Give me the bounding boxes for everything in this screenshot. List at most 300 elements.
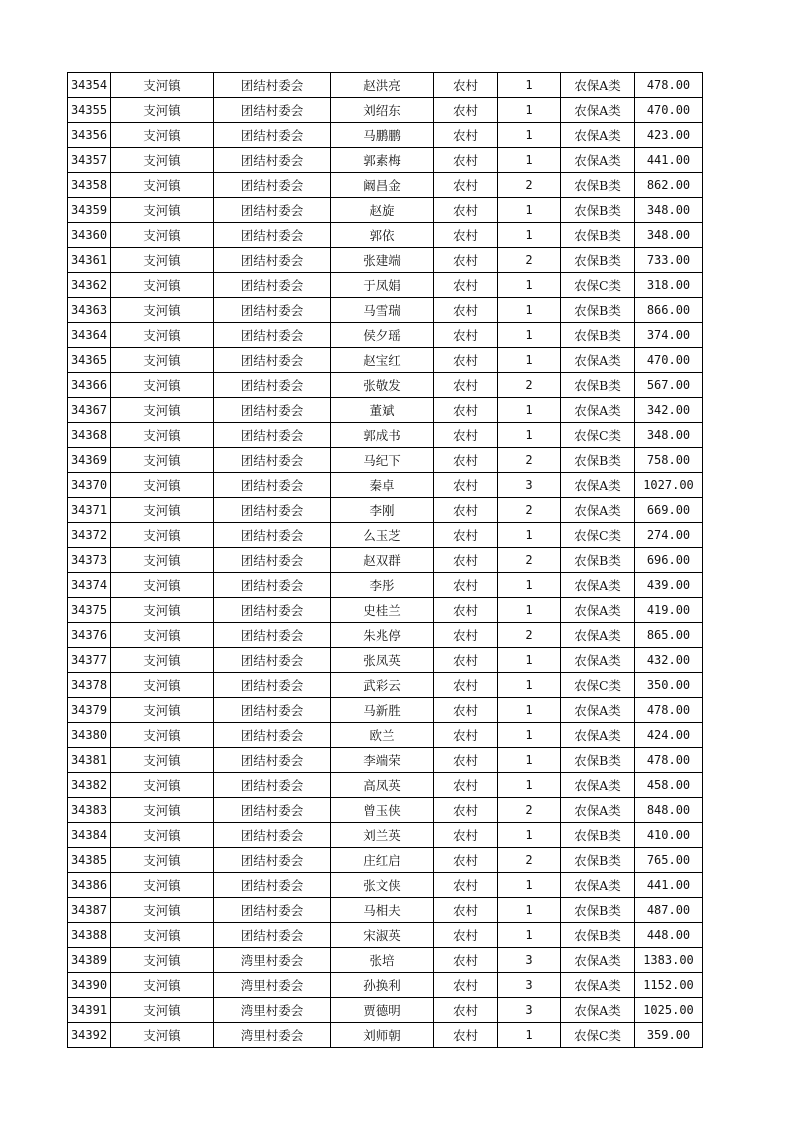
village-committee-cell: 团结村委会 xyxy=(214,473,331,498)
household-type-cell: 农村 xyxy=(434,598,498,623)
person-name-cell: 于凤娟 xyxy=(331,273,434,298)
insurance-category-cell: 农保A类 xyxy=(561,623,635,648)
insurance-category-cell: 农保A类 xyxy=(561,473,635,498)
household-type-cell: 农村 xyxy=(434,673,498,698)
table-row xyxy=(68,598,703,623)
village-committee-cell: 团结村委会 xyxy=(214,648,331,673)
village-committee-cell: 团结村委会 xyxy=(214,448,331,473)
record-id-cell: 34369 xyxy=(68,448,111,473)
table-row xyxy=(68,198,703,223)
town-cell: 支河镇 xyxy=(111,73,214,98)
record-id-cell: 34376 xyxy=(68,623,111,648)
member-count-cell: 1 xyxy=(498,123,561,148)
village-committee-cell: 团结村委会 xyxy=(214,673,331,698)
town-cell: 支河镇 xyxy=(111,748,214,773)
household-type-cell: 农村 xyxy=(434,273,498,298)
table-row xyxy=(68,498,703,523)
record-id-cell: 34371 xyxy=(68,498,111,523)
insurance-category-cell: 农保C类 xyxy=(561,273,635,298)
household-type-cell: 农村 xyxy=(434,423,498,448)
amount-cell: 862.00 xyxy=(635,173,703,198)
village-committee-cell: 团结村委会 xyxy=(214,698,331,723)
town-cell: 支河镇 xyxy=(111,473,214,498)
town-cell: 支河镇 xyxy=(111,1023,214,1048)
insurance-category-cell: 农保B类 xyxy=(561,173,635,198)
member-count-cell: 2 xyxy=(498,848,561,873)
amount-cell: 470.00 xyxy=(635,348,703,373)
person-name-cell: 李端荣 xyxy=(331,748,434,773)
table-row xyxy=(68,523,703,548)
member-count-cell: 1 xyxy=(498,923,561,948)
record-id-cell: 34355 xyxy=(68,98,111,123)
amount-cell: 758.00 xyxy=(635,448,703,473)
town-cell: 支河镇 xyxy=(111,648,214,673)
record-id-cell: 34367 xyxy=(68,398,111,423)
village-committee-cell: 团结村委会 xyxy=(214,923,331,948)
town-cell: 支河镇 xyxy=(111,448,214,473)
record-id-cell: 34381 xyxy=(68,748,111,773)
town-cell: 支河镇 xyxy=(111,673,214,698)
record-id-cell: 34357 xyxy=(68,148,111,173)
town-cell: 支河镇 xyxy=(111,173,214,198)
village-committee-cell: 团结村委会 xyxy=(214,723,331,748)
town-cell: 支河镇 xyxy=(111,898,214,923)
amount-cell: 478.00 xyxy=(635,73,703,98)
table-row xyxy=(68,123,703,148)
village-committee-cell: 团结村委会 xyxy=(214,523,331,548)
person-name-cell: 庄红启 xyxy=(331,848,434,873)
amount-cell: 423.00 xyxy=(635,123,703,148)
village-committee-cell: 团结村委会 xyxy=(214,498,331,523)
amount-cell: 448.00 xyxy=(635,923,703,948)
household-type-cell: 农村 xyxy=(434,923,498,948)
amount-cell: 1383.00 xyxy=(635,948,703,973)
insurance-category-cell: 农保A类 xyxy=(561,723,635,748)
record-id-cell: 34386 xyxy=(68,873,111,898)
village-committee-cell: 团结村委会 xyxy=(214,548,331,573)
member-count-cell: 1 xyxy=(498,873,561,898)
member-count-cell: 2 xyxy=(498,248,561,273)
village-committee-cell: 团结村委会 xyxy=(214,798,331,823)
insurance-category-cell: 农保B类 xyxy=(561,248,635,273)
person-name-cell: 郭成书 xyxy=(331,423,434,448)
village-committee-cell: 团结村委会 xyxy=(214,598,331,623)
insurance-category-cell: 农保B类 xyxy=(561,548,635,573)
amount-cell: 848.00 xyxy=(635,798,703,823)
amount-cell: 669.00 xyxy=(635,498,703,523)
village-committee-cell: 团结村委会 xyxy=(214,298,331,323)
insurance-category-cell: 农保A类 xyxy=(561,498,635,523)
table-row xyxy=(68,998,703,1023)
table-row xyxy=(68,698,703,723)
town-cell: 支河镇 xyxy=(111,773,214,798)
member-count-cell: 1 xyxy=(498,98,561,123)
member-count-cell: 1 xyxy=(498,748,561,773)
amount-cell: 274.00 xyxy=(635,523,703,548)
village-committee-cell: 团结村委会 xyxy=(214,898,331,923)
table-row xyxy=(68,923,703,948)
member-count-cell: 2 xyxy=(498,173,561,198)
household-type-cell: 农村 xyxy=(434,98,498,123)
table-row xyxy=(68,723,703,748)
amount-cell: 733.00 xyxy=(635,248,703,273)
household-type-cell: 农村 xyxy=(434,898,498,923)
member-count-cell: 2 xyxy=(498,548,561,573)
person-name-cell: 郭依 xyxy=(331,223,434,248)
record-id-cell: 34354 xyxy=(68,73,111,98)
record-id-cell: 34390 xyxy=(68,973,111,998)
record-id-cell: 34361 xyxy=(68,248,111,273)
amount-cell: 432.00 xyxy=(635,648,703,673)
member-count-cell: 2 xyxy=(498,373,561,398)
person-name-cell: 郭素梅 xyxy=(331,148,434,173)
amount-cell: 348.00 xyxy=(635,198,703,223)
record-id-cell: 34378 xyxy=(68,673,111,698)
person-name-cell: 高凤英 xyxy=(331,773,434,798)
village-committee-cell: 团结村委会 xyxy=(214,148,331,173)
insurance-category-cell: 农保A类 xyxy=(561,73,635,98)
record-id-cell: 34385 xyxy=(68,848,111,873)
amount-cell: 359.00 xyxy=(635,1023,703,1048)
table-row xyxy=(68,773,703,798)
village-committee-cell: 团结村委会 xyxy=(214,873,331,898)
table-row xyxy=(68,323,703,348)
subsidy-table xyxy=(67,72,703,1048)
insurance-category-cell: 农保A类 xyxy=(561,398,635,423)
person-name-cell: 张凤英 xyxy=(331,648,434,673)
town-cell: 支河镇 xyxy=(111,123,214,148)
town-cell: 支河镇 xyxy=(111,98,214,123)
household-type-cell: 农村 xyxy=(434,948,498,973)
town-cell: 支河镇 xyxy=(111,223,214,248)
town-cell: 支河镇 xyxy=(111,298,214,323)
town-cell: 支河镇 xyxy=(111,973,214,998)
household-type-cell: 农村 xyxy=(434,148,498,173)
record-id-cell: 34360 xyxy=(68,223,111,248)
household-type-cell: 农村 xyxy=(434,873,498,898)
amount-cell: 1152.00 xyxy=(635,973,703,998)
household-type-cell: 农村 xyxy=(434,523,498,548)
amount-cell: 439.00 xyxy=(635,573,703,598)
insurance-category-cell: 农保A类 xyxy=(561,948,635,973)
insurance-category-cell: 农保C类 xyxy=(561,673,635,698)
member-count-cell: 1 xyxy=(498,598,561,623)
town-cell: 支河镇 xyxy=(111,823,214,848)
town-cell: 支河镇 xyxy=(111,498,214,523)
household-type-cell: 农村 xyxy=(434,773,498,798)
village-committee-cell: 湾里村委会 xyxy=(214,1023,331,1048)
insurance-category-cell: 农保A类 xyxy=(561,998,635,1023)
insurance-category-cell: 农保B类 xyxy=(561,898,635,923)
town-cell: 支河镇 xyxy=(111,848,214,873)
village-committee-cell: 团结村委会 xyxy=(214,98,331,123)
member-count-cell: 3 xyxy=(498,473,561,498)
village-committee-cell: 团结村委会 xyxy=(214,123,331,148)
person-name-cell: 赵宝红 xyxy=(331,348,434,373)
table-row xyxy=(68,373,703,398)
insurance-category-cell: 农保C类 xyxy=(561,423,635,448)
member-count-cell: 1 xyxy=(498,273,561,298)
household-type-cell: 农村 xyxy=(434,798,498,823)
table-row xyxy=(68,973,703,998)
insurance-category-cell: 农保B类 xyxy=(561,748,635,773)
record-id-cell: 34380 xyxy=(68,723,111,748)
household-type-cell: 农村 xyxy=(434,998,498,1023)
member-count-cell: 1 xyxy=(498,723,561,748)
member-count-cell: 2 xyxy=(498,498,561,523)
village-committee-cell: 团结村委会 xyxy=(214,623,331,648)
household-type-cell: 农村 xyxy=(434,623,498,648)
insurance-category-cell: 农保A类 xyxy=(561,123,635,148)
insurance-category-cell: 农保B类 xyxy=(561,823,635,848)
insurance-category-cell: 农保A类 xyxy=(561,148,635,173)
person-name-cell: 马相夫 xyxy=(331,898,434,923)
table-row xyxy=(68,673,703,698)
record-id-cell: 34358 xyxy=(68,173,111,198)
record-id-cell: 34388 xyxy=(68,923,111,948)
insurance-category-cell: 农保C类 xyxy=(561,1023,635,1048)
insurance-category-cell: 农保B类 xyxy=(561,323,635,348)
village-committee-cell: 团结村委会 xyxy=(214,248,331,273)
record-id-cell: 34373 xyxy=(68,548,111,573)
amount-cell: 419.00 xyxy=(635,598,703,623)
village-committee-cell: 团结村委会 xyxy=(214,773,331,798)
member-count-cell: 1 xyxy=(498,73,561,98)
table-row xyxy=(68,648,703,673)
household-type-cell: 农村 xyxy=(434,73,498,98)
household-type-cell: 农村 xyxy=(434,548,498,573)
amount-cell: 348.00 xyxy=(635,223,703,248)
person-name-cell: 张文侠 xyxy=(331,873,434,898)
table-row xyxy=(68,848,703,873)
record-id-cell: 34365 xyxy=(68,348,111,373)
amount-cell: 410.00 xyxy=(635,823,703,848)
insurance-category-cell: 农保A类 xyxy=(561,573,635,598)
household-type-cell: 农村 xyxy=(434,123,498,148)
town-cell: 支河镇 xyxy=(111,523,214,548)
village-committee-cell: 团结村委会 xyxy=(214,748,331,773)
member-count-cell: 1 xyxy=(498,823,561,848)
member-count-cell: 1 xyxy=(498,648,561,673)
member-count-cell: 1 xyxy=(498,148,561,173)
amount-cell: 342.00 xyxy=(635,398,703,423)
insurance-category-cell: 农保B类 xyxy=(561,373,635,398)
town-cell: 支河镇 xyxy=(111,948,214,973)
record-id-cell: 34372 xyxy=(68,523,111,548)
member-count-cell: 2 xyxy=(498,448,561,473)
table-row xyxy=(68,423,703,448)
village-committee-cell: 团结村委会 xyxy=(214,823,331,848)
household-type-cell: 农村 xyxy=(434,823,498,848)
village-committee-cell: 团结村委会 xyxy=(214,173,331,198)
table-row xyxy=(68,398,703,423)
person-name-cell: 马鹏鹏 xyxy=(331,123,434,148)
household-type-cell: 农村 xyxy=(434,748,498,773)
household-type-cell: 农村 xyxy=(434,698,498,723)
record-id-cell: 34389 xyxy=(68,948,111,973)
amount-cell: 441.00 xyxy=(635,873,703,898)
table-row xyxy=(68,573,703,598)
household-type-cell: 农村 xyxy=(434,723,498,748)
person-name-cell: 赵旋 xyxy=(331,198,434,223)
town-cell: 支河镇 xyxy=(111,723,214,748)
town-cell: 支河镇 xyxy=(111,248,214,273)
person-name-cell: 张培 xyxy=(331,948,434,973)
person-name-cell: 阚昌金 xyxy=(331,173,434,198)
amount-cell: 866.00 xyxy=(635,298,703,323)
member-count-cell: 1 xyxy=(498,223,561,248)
insurance-category-cell: 农保B类 xyxy=(561,298,635,323)
table-row xyxy=(68,448,703,473)
member-count-cell: 3 xyxy=(498,973,561,998)
table-row xyxy=(68,873,703,898)
insurance-category-cell: 农保C类 xyxy=(561,523,635,548)
table-row xyxy=(68,98,703,123)
village-committee-cell: 湾里村委会 xyxy=(214,973,331,998)
member-count-cell: 1 xyxy=(498,898,561,923)
amount-cell: 567.00 xyxy=(635,373,703,398)
member-count-cell: 1 xyxy=(498,348,561,373)
record-id-cell: 34379 xyxy=(68,698,111,723)
village-committee-cell: 团结村委会 xyxy=(214,323,331,348)
insurance-category-cell: 农保B类 xyxy=(561,223,635,248)
record-id-cell: 34375 xyxy=(68,598,111,623)
household-type-cell: 农村 xyxy=(434,473,498,498)
person-name-cell: 赵双群 xyxy=(331,548,434,573)
person-name-cell: 武彩云 xyxy=(331,673,434,698)
town-cell: 支河镇 xyxy=(111,698,214,723)
table-row xyxy=(68,898,703,923)
village-committee-cell: 团结村委会 xyxy=(214,348,331,373)
household-type-cell: 农村 xyxy=(434,248,498,273)
insurance-category-cell: 农保B类 xyxy=(561,448,635,473)
record-id-cell: 34359 xyxy=(68,198,111,223)
record-id-cell: 34368 xyxy=(68,423,111,448)
record-id-cell: 34363 xyxy=(68,298,111,323)
person-name-cell: 朱兆停 xyxy=(331,623,434,648)
town-cell: 支河镇 xyxy=(111,798,214,823)
insurance-category-cell: 农保A类 xyxy=(561,798,635,823)
member-count-cell: 1 xyxy=(498,198,561,223)
person-name-cell: 赵洪亮 xyxy=(331,73,434,98)
town-cell: 支河镇 xyxy=(111,623,214,648)
member-count-cell: 2 xyxy=(498,798,561,823)
member-count-cell: 3 xyxy=(498,998,561,1023)
record-id-cell: 34391 xyxy=(68,998,111,1023)
member-count-cell: 1 xyxy=(498,573,561,598)
record-id-cell: 34384 xyxy=(68,823,111,848)
village-committee-cell: 团结村委会 xyxy=(214,73,331,98)
table-row xyxy=(68,548,703,573)
person-name-cell: 史桂兰 xyxy=(331,598,434,623)
table-row xyxy=(68,173,703,198)
amount-cell: 458.00 xyxy=(635,773,703,798)
amount-cell: 478.00 xyxy=(635,748,703,773)
village-committee-cell: 湾里村委会 xyxy=(214,998,331,1023)
village-committee-cell: 湾里村委会 xyxy=(214,948,331,973)
member-count-cell: 1 xyxy=(498,523,561,548)
table-row xyxy=(68,823,703,848)
member-count-cell: 1 xyxy=(498,1023,561,1048)
village-committee-cell: 团结村委会 xyxy=(214,848,331,873)
household-type-cell: 农村 xyxy=(434,298,498,323)
insurance-category-cell: 农保A类 xyxy=(561,698,635,723)
town-cell: 支河镇 xyxy=(111,198,214,223)
insurance-category-cell: 农保B类 xyxy=(561,848,635,873)
table-row xyxy=(68,798,703,823)
household-type-cell: 农村 xyxy=(434,398,498,423)
record-id-cell: 34382 xyxy=(68,773,111,798)
town-cell: 支河镇 xyxy=(111,573,214,598)
household-type-cell: 农村 xyxy=(434,323,498,348)
table-row xyxy=(68,623,703,648)
person-name-cell: 张建端 xyxy=(331,248,434,273)
person-name-cell: 么玉芝 xyxy=(331,523,434,548)
household-type-cell: 农村 xyxy=(434,348,498,373)
record-id-cell: 34366 xyxy=(68,373,111,398)
town-cell: 支河镇 xyxy=(111,323,214,348)
amount-cell: 350.00 xyxy=(635,673,703,698)
insurance-category-cell: 农保B类 xyxy=(561,923,635,948)
person-name-cell: 贾德明 xyxy=(331,998,434,1023)
member-count-cell: 1 xyxy=(498,398,561,423)
record-id-cell: 34392 xyxy=(68,1023,111,1048)
town-cell: 支河镇 xyxy=(111,423,214,448)
member-count-cell: 1 xyxy=(498,298,561,323)
amount-cell: 374.00 xyxy=(635,323,703,348)
town-cell: 支河镇 xyxy=(111,398,214,423)
table-row xyxy=(68,948,703,973)
insurance-category-cell: 农保A类 xyxy=(561,348,635,373)
table-row xyxy=(68,1023,703,1048)
record-id-cell: 34356 xyxy=(68,123,111,148)
record-id-cell: 34364 xyxy=(68,323,111,348)
household-type-cell: 农村 xyxy=(434,448,498,473)
town-cell: 支河镇 xyxy=(111,348,214,373)
person-name-cell: 秦卓 xyxy=(331,473,434,498)
town-cell: 支河镇 xyxy=(111,548,214,573)
member-count-cell: 1 xyxy=(498,323,561,348)
village-committee-cell: 团结村委会 xyxy=(214,573,331,598)
village-committee-cell: 团结村委会 xyxy=(214,423,331,448)
village-committee-cell: 团结村委会 xyxy=(214,373,331,398)
town-cell: 支河镇 xyxy=(111,923,214,948)
household-type-cell: 农村 xyxy=(434,573,498,598)
insurance-category-cell: 农保A类 xyxy=(561,598,635,623)
amount-cell: 487.00 xyxy=(635,898,703,923)
record-id-cell: 34383 xyxy=(68,798,111,823)
household-type-cell: 农村 xyxy=(434,848,498,873)
person-name-cell: 宋淑英 xyxy=(331,923,434,948)
person-name-cell: 李刚 xyxy=(331,498,434,523)
person-name-cell: 刘师朝 xyxy=(331,1023,434,1048)
person-name-cell: 欧兰 xyxy=(331,723,434,748)
person-name-cell: 孙换利 xyxy=(331,973,434,998)
record-id-cell: 34370 xyxy=(68,473,111,498)
insurance-category-cell: 农保A类 xyxy=(561,873,635,898)
person-name-cell: 张敬发 xyxy=(331,373,434,398)
amount-cell: 865.00 xyxy=(635,623,703,648)
member-count-cell: 1 xyxy=(498,698,561,723)
table-row xyxy=(68,473,703,498)
person-name-cell: 董斌 xyxy=(331,398,434,423)
table-row xyxy=(68,348,703,373)
village-committee-cell: 团结村委会 xyxy=(214,398,331,423)
record-id-cell: 34377 xyxy=(68,648,111,673)
member-count-cell: 1 xyxy=(498,773,561,798)
town-cell: 支河镇 xyxy=(111,873,214,898)
household-type-cell: 农村 xyxy=(434,648,498,673)
